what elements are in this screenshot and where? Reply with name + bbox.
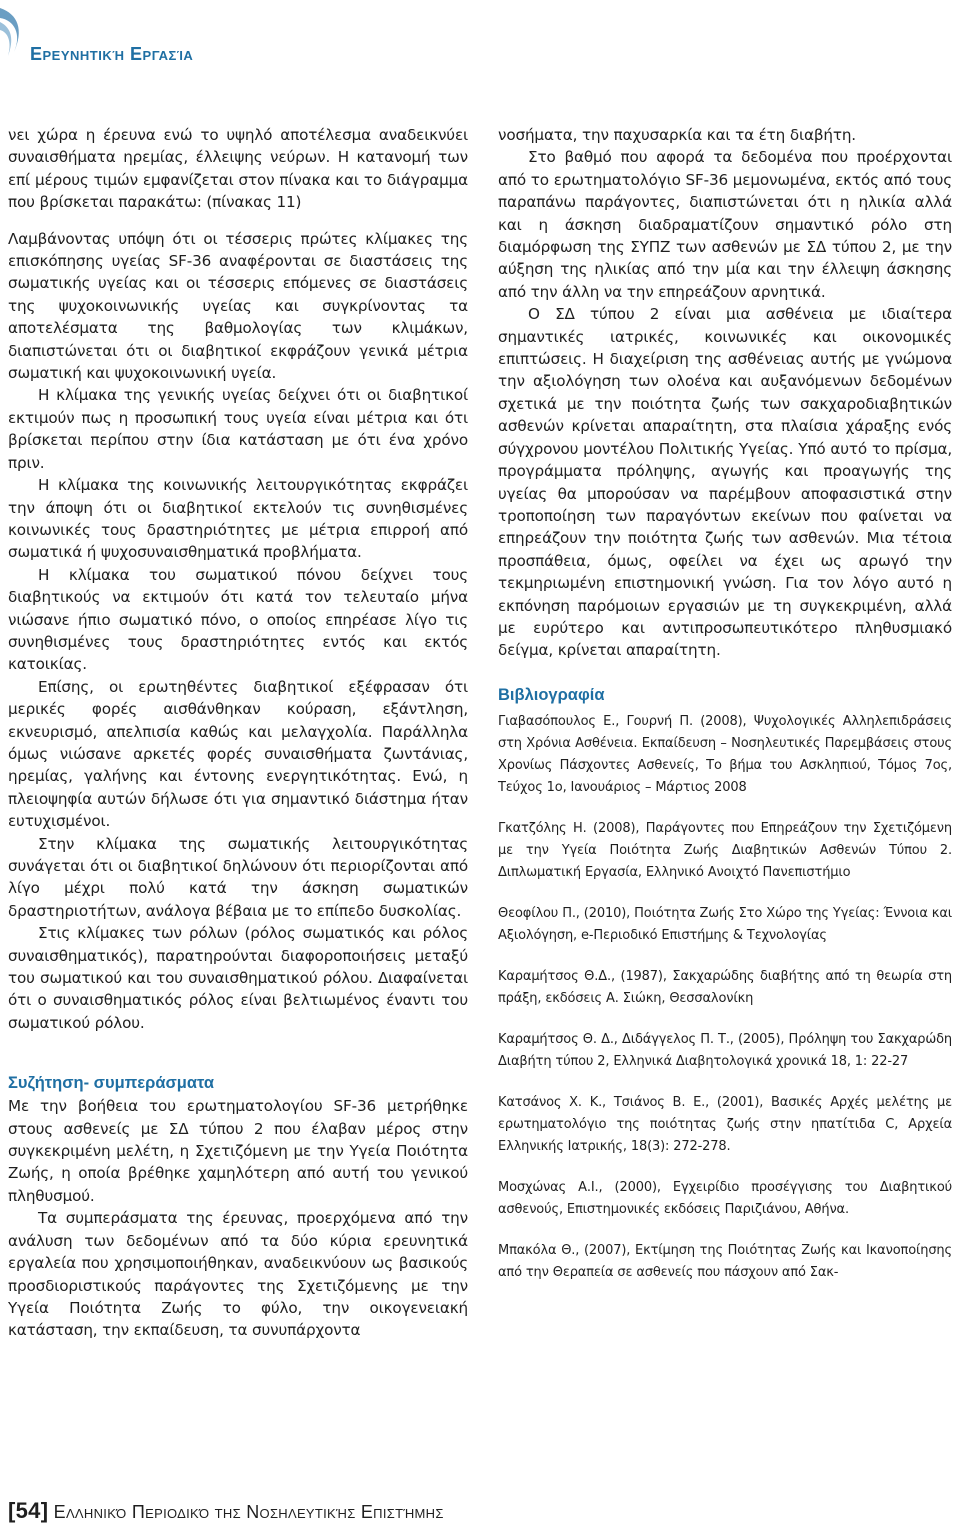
body-paragraph: Στο βαθμό που αφορά τα δεδομένα που προέρχονται από το ερωτηματολόγιο SF-36 μεμονωμένα, εκτός από τους παραπάνω παράγοντες, διαπιστώνεται ότι η ηλικία αλλά και η άσκηση διαδραματίζουν σημαντικό ρόλο στη διαμόρφωση της ΣΥΠΖ των ασθενών με ΣΔ τύπου 2, με την αύξηση της ηλικίας από την μία και την έλλειψη άσκησης από την άλλη να την επηρεάζουν αρνητικά.	[498, 148, 952, 301]
section-header-title: Ερευνητική Εργασία	[30, 44, 194, 64]
body-paragraph: Η κλίμακα του σωματικού πόνου δείχνει τους διαβητικούς να εκτιμούν ότι κατά τον τελευταίο μήνα νιώσανε ήπιο σωματικό πόνο, ο οποίος επηρέασε λίγο τις συνηθισμένες τους δραστηριότητες εντός και εκτός κατοικίας.	[8, 565, 468, 674]
reference-item: Κατσάνος Χ. Κ., Τσιάνος Β. Ε., (2001), Βασικές Αρχές μελέτης με ερωτηματολόγιο της ποιότητας ζωής στην ηπατίτιδα C, Αρχεία Ελληνικής Ιατρικής, 18(3): 272-278.	[498, 1094, 952, 1154]
page-number: [54]	[8, 1498, 49, 1523]
body-paragraph: Με την βοήθεια του ερωτηματολογίου SF-36 μετρήθηκε στους ασθενείς με ΣΔ τύπου 2 που έλαβαν μέρος στην συγκεκριμένη μελέτη, η Σχετιζόμενη με την Υγεία Ποιότητα Ζωής, η οποία βρέθηκε χαμηλότερη από αυτή του γενικού πληθυσμού.	[8, 1097, 468, 1205]
reference-item: Μοσχώνας Α.Ι., (2000), Εγχειρίδιο προσέγγισης του Διαβητικού ασθενούς, Επιστημονικές εκδόσεις Παριζιάνου, Αθήνα.	[498, 1179, 952, 1217]
body-paragraph: Η κλίμακα της κοινωνικής λειτουργικότητας εκφράζει την άποψη ότι οι διαβητικοί εκτελούν τις συνηθισμένες κοινωνικές τους δραστηριότητες με μέτρια επιρροή από σωματικά ή ψυχοσυναισθηματικά προβλήματα.	[8, 476, 468, 562]
journal-name: Ελληνικό Περιοδικό της Νοσηλευτικής Επιστήμης	[53, 1502, 444, 1522]
reference-item: Καραμήτσος Θ.Δ., (1987), Σακχαρώδης διαβήτης από τη θεωρία στη πράξη, εκδόσεις Α. Σιώκη, Θεσσαλονίκη	[498, 968, 952, 1006]
body-paragraph: Ο ΣΔ τύπου 2 είναι μια ασθένεια με ιδιαίτερα σημαντικές ιατρικές, κοινωνικές και οικονομικές επιπτώσεις. Η διαχείριση της ασθένειας αυτής με γνώμονα την αξιολόγηση των ολοένα και αυξανόμενων δεδομένων σχετικά με την ποιότητα ζωής των σακχαροδιαβητικών ασθενών κρίνεται απαραίτητη, στα πλαίσια χάραξης ενός σύγχρονου μοντέλου Πολιτικής Υγείας. Υπό αυτό το πρίσμα, προγράμματα πρόληψης, αγωγής και προαγωγής της υγείας θα μπορούσαν να παρέμβουν αποφασιστικά στην τροποποίηση των παραγόντων εκείνων που φαίνεται να επηρεάζουν την ποιότητα ζωής των ασθενών. Μια τέτοια προσπάθεια, όμως, οφείλει να έχει ως αρωγό την τεκμηριωμένη επιστημονική γνώση. Για τον λόγο αυτό η εκπόνηση παρόμοιων εργασιών με τη συγκεκριμένη, αλλά με ευρύτερο και αντιπροσωπευτικότερο πληθυσμιακό δείγμα, κρίνεται απαραίτητη.	[498, 305, 952, 660]
discussion-section-title: Συζήτηση- συμπεράσματα	[8, 1074, 215, 1093]
body-paragraph: νοσήματα, την παχυσαρκία και τα έτη διαβήτη.	[498, 126, 856, 144]
left-column	[8, 124, 468, 1342]
body-paragraph: Η κλίμακα της γενικής υγείας δείχνει ότι οι διαβητικοί εκτιμούν πως η προσωπική τους υγεία είναι μέτρια και ότι βρίσκεται περίπου στην ίδια κατάσταση με ότι ένα χρόνο πριν.	[8, 386, 468, 472]
reference-item: Γκατζόλης Η. (2008), Παράγοντες που Επηρεάζουν την Σχετιζόμενη με την Υγεία Ποιότητα Ζωής Διαβητικών Ασθενών Τύπου 2. Διπλωματική Εργασία, Ελληνικό Ανοιχτό Πανεπιστήμιο	[498, 820, 952, 880]
reference-item: Μπακόλα Θ., (2007), Εκτίμηση της Ποιότητας Ζωής και Ικανοποίησης από την Θεραπεία σε ασθενείς που πάσχουν από Σακ-	[498, 1242, 952, 1280]
right-column	[498, 124, 952, 1303]
body-paragraph: νει χώρα η έρευνα ενώ το υψηλό αποτέλεσμα αναδεικνύει συναισθήματα ηρεμίας, έλλειψης νεύρων. Η κατανομή των επί μέρους τιμών εμφανίζεται στον πίνακα και το διάγραμμα που βρίσκεται παρακάτω: (πίνακας 11)	[8, 126, 468, 212]
body-paragraph: Στην κλίμακα της σωματικής λειτουργικότητας συνάγεται ότι οι διαβητικοί δηλώνουν ότι περιορίζονται από λίγο μέχρι πολύ κατά την άσκηση σωματικών δραστηριοτήτων, ανάλογα βέβαια με το επίπεδο δυσκολίας.	[8, 834, 468, 920]
references-section-title: Βιβλιογραφία	[498, 685, 605, 704]
body-paragraph: Επίσης, οι ερωτηθέντες διαβητικοί εξέφρασαν ότι μερικές φορές αισθάνθηκαν κούραση, εξάντληση, εκνευρισμό, απελπισία καθώς και μελαγχολία. Παράλληλα όμως νιώσανε αρκετές φορές συναισθήματα ζωντάνιας, ηρεμίας, γαλήνης και έντονης ενεργητικότητας. Ενώ, η πλειοψηφία αυτών δήλωσε ότι για σημαντικό διάστημα ήταν ευτυχισμένοι.	[8, 677, 468, 831]
body-paragraph: Λαμβάνοντας υπόψη ότι οι τέσσερις πρώτες κλίμακες της επισκόπησης υγείας SF-36 αναφέρονται σε διαστάσεις της σωματικής υγείας και οι τέσσερις επόμενες σε διαστάσεις της ψυχοκοινωνικής υγείας και συγκρίνοντας τα αποτελέσματα της βαθμολογίας των κλιμάκων, διαπιστώνεται ότι οι διαβητικοί εκφράζουν γενικά μέτρια σωματική και ψυχοκοινωνική υγεία.	[8, 229, 468, 383]
reference-item: Καραμήτσος Θ. Δ., Διδάγγελος Π. Τ., (2005), Πρόληψη του Σακχαρώδη Διαβήτη τύπου 2, Ελληνικά Διαβητολογικά χρονικά 18, 1: 22-27	[498, 1031, 952, 1069]
reference-item: Γιαβασόπουλος Ε., Γουρνή Π. (2008), Ψυχολογικές Αλληλεπιδράσεις στη Χρόνια Ασθένεια. Εκπαίδευση – Νοσηλευτικές Παρεμβάσεις στους Χρονίως Πάσχοντες Ασθενείς, Το βήμα του Ασκληπιού, Τόμος 7ος, Τεύχος 1ο, Ιανουάριος – Μάρτιος 2008	[498, 713, 952, 795]
body-paragraph: Τα συμπεράσματα της έρευνας, προερχόμενα από την ανάλυση των δεδομένων από τα δύο κύρια ερευνητικά εργαλεία που χρησιμοποιήθηκαν, αναδεικνύουν ως βασικούς προσδιοριστικούς παράγοντες της Σχετιζόμενης με την Υγεία Ποιότητα Ζωής το φύλο, την οικογενειακή κατάσταση, την εκπαίδευση, τα συνυπάρχοντα	[8, 1209, 468, 1340]
body-paragraph: Στις κλίμακες των ρόλων (ρόλος σωματικός και ρόλος συναισθηματικός), παρατηρούνται διαφοροποιήσεις μεταξύ του σωματικού και του συναισθηματικού ρόλου. Διαφαίνεται ότι ο συναισθηματικός ρόλος είναι βελτιωμένος έναντι του σωματικού ρόλου.	[8, 924, 468, 1032]
reference-item: Θεοφίλου Π., (2010), Ποιότητα Ζωής Στο Χώρο της Υγείας: Έννοια και Αξιολόγηση, e-Περιοδικό Επιστήμης & Τεχνολογίας	[498, 905, 952, 943]
page-footer	[8, 1498, 444, 1524]
